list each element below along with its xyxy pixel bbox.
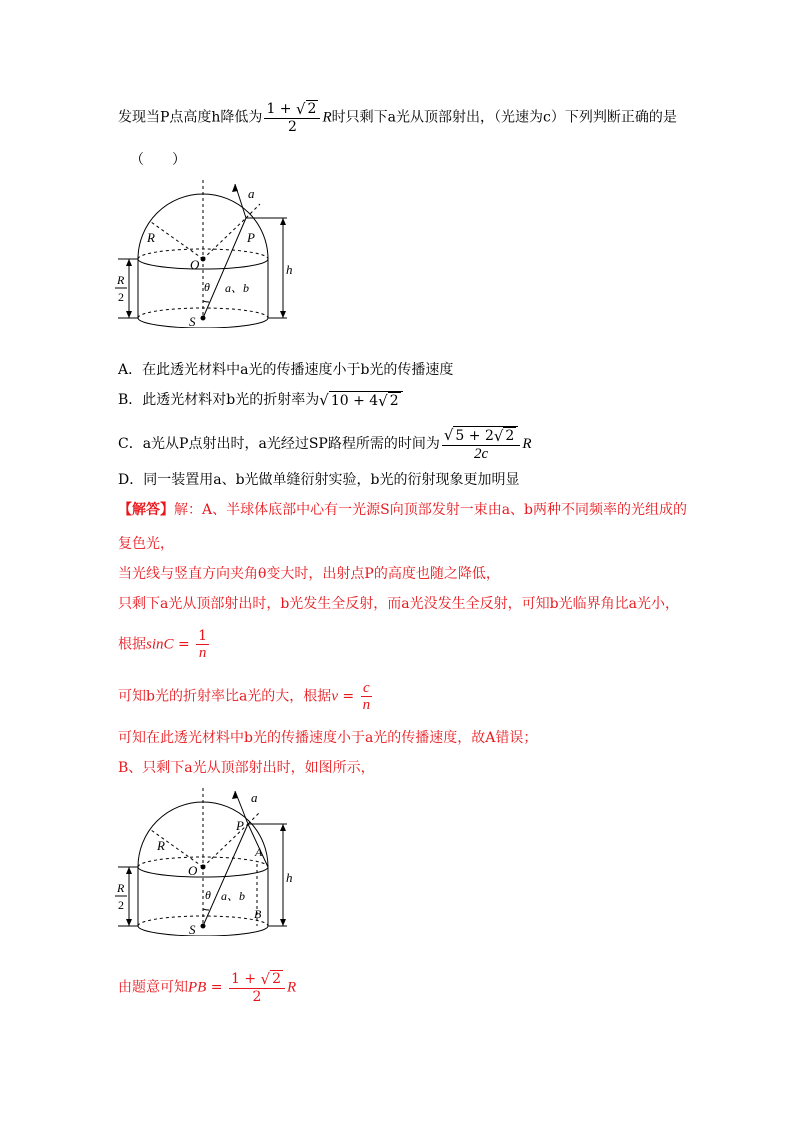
height-fraction: 1 + √ 2 2 bbox=[264, 100, 320, 135]
label-a: a bbox=[248, 186, 255, 201]
label-h: h bbox=[286, 262, 293, 277]
answer-intro-2: 复色光， bbox=[118, 536, 174, 552]
label-h-2: h bbox=[286, 870, 293, 885]
figure-2-hemisphere bbox=[105, 786, 305, 936]
question-stem: 发现当P点高度h降低为 1 + √ 2 2 R时只剩下a光从顶部射出，（光速为c）下列判断正确的是 bbox=[118, 100, 677, 135]
label-ab: a、b bbox=[225, 281, 250, 295]
figure-1-hemisphere bbox=[105, 178, 305, 328]
answer-line-7: 由题意可知PB = 1 + √ 2 2 R bbox=[118, 970, 297, 1005]
answer-line-2: 只剩下a光从顶部射出时，b光发生全反射，而a光没发生全反射，可知b光临界角比a光小， bbox=[118, 596, 679, 612]
label-P: P bbox=[247, 230, 255, 245]
label-P-2: P bbox=[236, 818, 244, 833]
answer-line-5: 可知在此透光材料中b光的传播速度小于a光的传播速度，故A错误； bbox=[118, 730, 538, 746]
option-c: C．a光从P点射出时，a光经过SP路程所需的时间为 √ 5 + 2 √ 2 2c R bbox=[118, 426, 532, 462]
label-O: O bbox=[190, 257, 200, 272]
option-d: D．同一装置用a、b光做单缝衍射实验，b光的衍射现象更加明显 bbox=[118, 472, 520, 488]
answer-paren: （ ） bbox=[130, 152, 186, 168]
label-R-half-den: 2 bbox=[118, 290, 124, 304]
label-B-2: B bbox=[254, 907, 262, 921]
label-R-half-num-2: R bbox=[117, 881, 125, 895]
label-a-2: a bbox=[251, 790, 258, 805]
label-theta: θ bbox=[204, 280, 210, 294]
label-R-half-num: R bbox=[117, 273, 125, 287]
answer-line-4: 可知b光的折射率比a光的大，根据v = $\frac{c}{n}$ bbox=[118, 680, 371, 713]
label-R-half-den-2: 2 bbox=[118, 898, 124, 912]
label-A-2: A bbox=[255, 845, 263, 859]
answer-line-6: B、只剩下a光从顶部射出时，如图所示， bbox=[118, 760, 375, 776]
label-O-2: O bbox=[188, 863, 198, 878]
option-b: B．此透光材料对b光的折射率为 √ 10 + 4 √ 2 bbox=[118, 390, 403, 410]
label-S-2: S bbox=[189, 922, 196, 936]
label-R-2: R bbox=[157, 838, 165, 853]
answer-line-3: 根据sinC = $\frac{1}{n}$ bbox=[118, 628, 208, 661]
answer-line-1: 当光线与竖直方向夹角θ变大时，出射点P的高度也随之降低， bbox=[118, 566, 500, 582]
answer-intro: 【解答】解：A、半球体底部中心有一光源S向顶部发射一束由a、b两种不同频率的光组成的 bbox=[118, 502, 688, 518]
label-theta-2: θ bbox=[205, 888, 211, 902]
label-R: R bbox=[147, 230, 155, 245]
option-a: A．在此透光材料中a光的传播速度小于b光的传播速度 bbox=[118, 362, 454, 378]
label-S: S bbox=[189, 314, 196, 328]
label-ab-2: a、b bbox=[221, 889, 246, 903]
